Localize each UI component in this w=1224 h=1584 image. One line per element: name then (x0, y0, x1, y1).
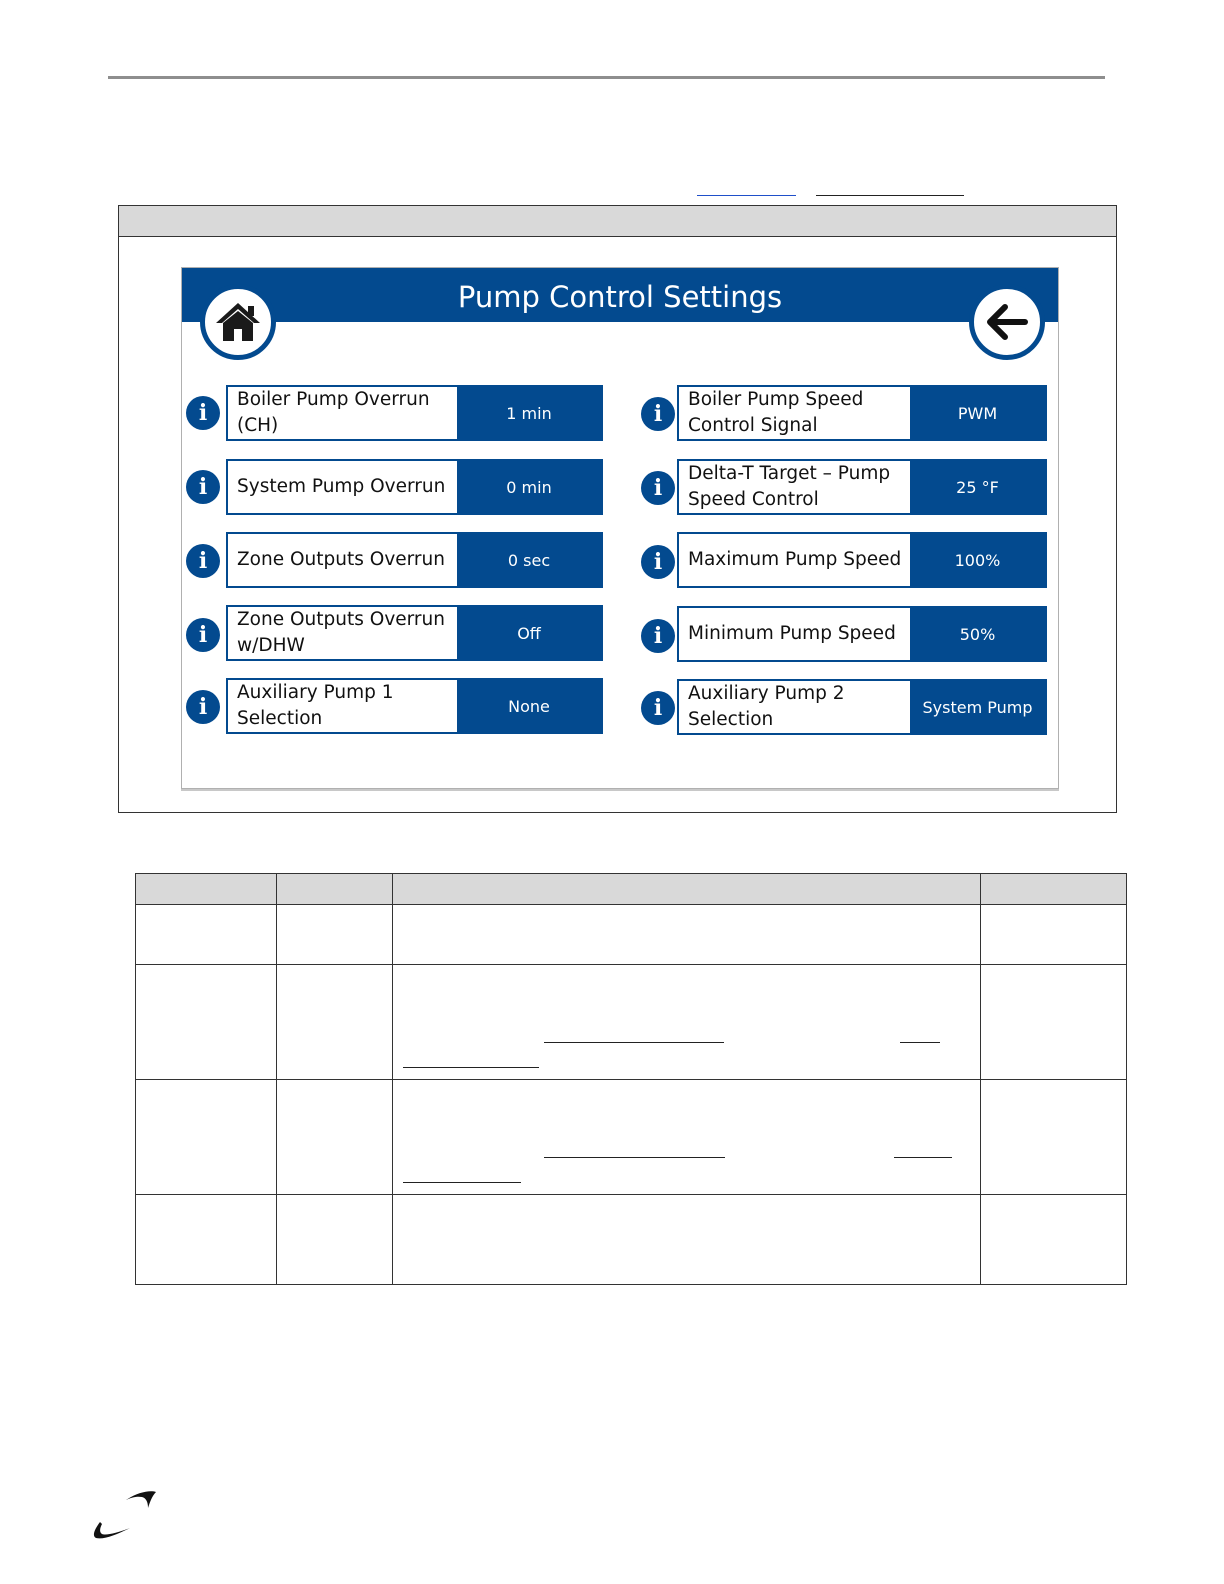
info-icon[interactable]: i (186, 618, 220, 652)
cross-reference-underline[interactable] (544, 1042, 724, 1043)
cross-reference-underline[interactable] (403, 1182, 521, 1183)
cross-reference-underline[interactable] (403, 1067, 539, 1068)
table-header-cell (136, 874, 277, 905)
table-row (136, 905, 1127, 965)
setting-zone-outputs-overrun-dhw[interactable] (226, 605, 603, 661)
setting-label: Zone Outputs Overrun (237, 549, 445, 570)
top-rule (108, 76, 1105, 79)
info-icon[interactable]: i (186, 470, 220, 504)
setting-value[interactable]: 1 min (457, 387, 601, 439)
parameter-table (135, 873, 1127, 1285)
table-cell (981, 1195, 1127, 1285)
setting-value[interactable]: 0 sec (457, 534, 601, 586)
pump-control-screen (181, 267, 1059, 789)
info-icon[interactable]: i (641, 619, 675, 653)
setting-value[interactable]: 0 min (457, 461, 601, 513)
table-cell (277, 905, 393, 965)
brand-logo-icon (90, 1488, 160, 1544)
setting-label: Boiler Pump Overrun (CH) (237, 389, 430, 436)
setting-label: Maximum Pump Speed (688, 549, 902, 570)
setting-label: System Pump Overrun (237, 476, 446, 497)
setting-label: Boiler Pump Speed Control Signal (688, 389, 864, 436)
table-cell (136, 1080, 277, 1195)
setting-boiler-pump-speed-signal[interactable] (677, 385, 1047, 441)
link-underline[interactable] (816, 195, 964, 196)
setting-label: Zone Outputs Overrun w/DHW (237, 609, 445, 656)
table-row (136, 965, 1127, 1080)
table-cell (393, 1195, 981, 1285)
figure-header (119, 206, 1116, 237)
info-icon[interactable]: i (186, 690, 220, 724)
info-icon[interactable]: i (641, 397, 675, 431)
info-icon[interactable]: i (641, 691, 675, 725)
setting-auxiliary-pump-2[interactable] (677, 679, 1047, 735)
table-cell (277, 1080, 393, 1195)
table-row (136, 1080, 1127, 1195)
table-cell (981, 905, 1127, 965)
info-icon[interactable]: i (641, 471, 675, 505)
table-row (136, 1195, 1127, 1285)
table-cell (277, 1195, 393, 1285)
setting-label: Auxiliary Pump 2 Selection (688, 683, 845, 730)
setting-minimum-pump-speed[interactable] (677, 606, 1047, 662)
home-button[interactable] (200, 284, 276, 360)
table-cell (393, 905, 981, 965)
table-cell (981, 965, 1127, 1080)
back-button[interactable] (969, 284, 1045, 360)
cross-reference-underline[interactable] (544, 1157, 725, 1158)
table-header-cell (393, 874, 981, 905)
screen-title: Pump Control Settings (457, 280, 783, 314)
setting-value[interactable]: None (457, 680, 601, 732)
setting-value[interactable]: PWM (910, 387, 1045, 439)
table-cell (277, 965, 393, 1080)
cross-reference-underline[interactable] (900, 1042, 940, 1043)
setting-auxiliary-pump-1[interactable] (226, 678, 603, 734)
info-icon[interactable]: i (186, 544, 220, 578)
setting-value[interactable]: 50% (910, 608, 1045, 660)
table-cell (981, 1080, 1127, 1195)
table-header-cell (277, 874, 393, 905)
info-icon[interactable]: i (186, 396, 220, 430)
table-header-cell (981, 874, 1127, 905)
setting-value[interactable]: 100% (910, 534, 1045, 586)
setting-boiler-pump-overrun[interactable] (226, 385, 603, 441)
table-cell (136, 965, 277, 1080)
setting-maximum-pump-speed[interactable] (677, 532, 1047, 588)
setting-value[interactable]: System Pump (910, 681, 1045, 733)
setting-label: Auxiliary Pump 1 Selection (237, 682, 394, 729)
setting-label: Minimum Pump Speed (688, 623, 896, 644)
info-icon[interactable]: i (641, 545, 675, 579)
arrow-left-icon (985, 304, 1029, 340)
table-cell (136, 1195, 277, 1285)
table-cell (136, 905, 277, 965)
cross-reference-underline[interactable] (894, 1157, 952, 1158)
setting-label: Delta-T Target – Pump Speed Control (688, 463, 891, 510)
home-icon (214, 301, 262, 343)
setting-zone-outputs-overrun[interactable] (226, 532, 603, 588)
setting-value[interactable]: 25 °F (910, 461, 1045, 513)
link-underline[interactable] (697, 195, 796, 196)
setting-system-pump-overrun[interactable] (226, 459, 603, 515)
table-header-row (136, 874, 1127, 905)
table-cell (393, 965, 981, 1080)
setting-delta-t-target[interactable] (677, 459, 1047, 515)
setting-value[interactable]: Off (457, 607, 601, 659)
table-cell (393, 1080, 981, 1195)
